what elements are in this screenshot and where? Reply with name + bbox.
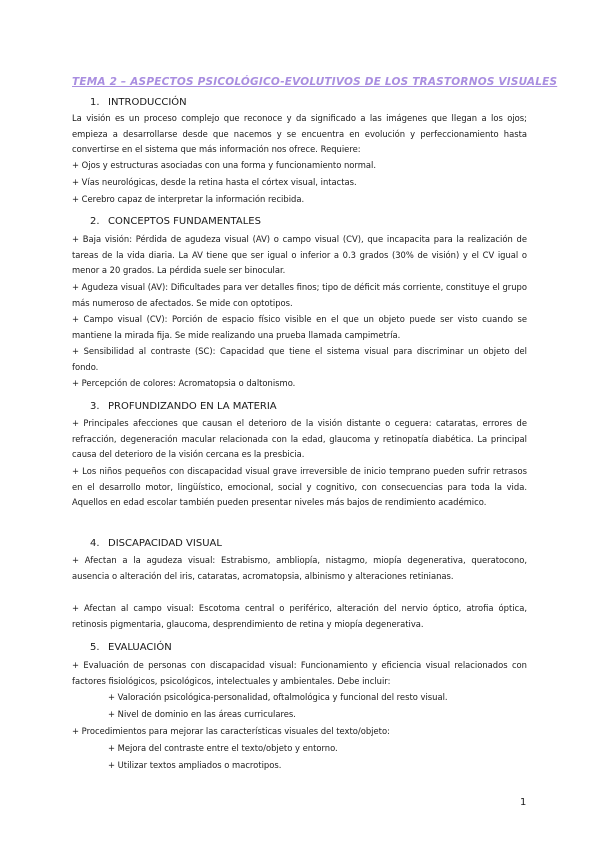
section-heading-profundizando bbox=[90, 401, 277, 412]
page-number: 1 bbox=[520, 797, 527, 808]
list-item: + Sensibilidad al contraste (SC): Capacidad que tiene el sistema visual para discriminar un objeto del fondo. bbox=[72, 346, 527, 372]
section-heading-introduccion bbox=[90, 97, 187, 108]
section-number: 4. bbox=[90, 538, 100, 549]
list-item: + Procedimientos para mejorar las características visuales del texto/objeto: bbox=[72, 726, 390, 736]
section-heading-evaluacion bbox=[90, 642, 172, 653]
section-title: INTRODUCCIÓN bbox=[108, 97, 187, 108]
list-item: + Ojos y estructuras asociadas con una forma y funcionamiento normal. bbox=[72, 160, 377, 170]
paragraph: La visión es un proceso complejo que reconoce y da significado a las imágenes que llegan a los ojos; empieza a desarrollarse desde que nacemos y se encuentra en evolución y perfeccionamiento hasta convertirse en el sistema que más información nos ofrece. Requiere: bbox=[72, 113, 527, 154]
list-item: + Cerebro capaz de interpretar la información recibida. bbox=[72, 194, 305, 204]
document-title: TEMA 2 – ASPECTOS PSICOLÓGICO-EVOLUTIVOS DE LOS TRASTORNOS VISUALES bbox=[72, 76, 558, 88]
list-item: + Percepción de colores: Acromatopsia o daltonismo. bbox=[72, 378, 296, 388]
sub-list-item: + Mejora del contraste entre el texto/objeto y entorno. bbox=[108, 743, 338, 753]
section-heading-discapacidad bbox=[90, 538, 222, 549]
section-number: 5. bbox=[90, 642, 100, 653]
list-item: + Agudeza visual (AV): Dificultades para ver detalles finos; tipo de déficit más corriente, constituye el grupo más numeroso de afectados. Se mide con optotipos. bbox=[72, 282, 527, 308]
section-title: DISCAPACIDAD VISUAL bbox=[108, 538, 222, 549]
section-title: EVALUACIÓN bbox=[108, 642, 172, 653]
list-item: + Vías neurológicas, desde la retina hasta el córtex visual, intactas. bbox=[72, 177, 357, 187]
section-number: 1. bbox=[90, 97, 100, 108]
list-item: + Afectan al campo visual: Escotoma central o periférico, alteración del nervio óptico, atrofia óptica, retinosis pigmentaria, glaucoma, desprendimiento de retina y miopía degenerativa. bbox=[72, 603, 527, 629]
list-item: + Evaluación de personas con discapacidad visual: Funcionamiento y eficiencia visual relacionados con factores fisiológicos, psicológicos, intelectuales y ambientales. Debe incluir: bbox=[72, 660, 527, 686]
list-item: + Campo visual (CV): Porción de espacio físico visible en el que un objeto puede ser visto cuando se mantiene la mirada fija. Se mide realizando una prueba llamada campimetría. bbox=[72, 314, 527, 340]
list-item: + Los niños pequeños con discapacidad visual grave irreversible de inicio temprano pueden sufrir retrasos en el desarrollo motor, lingüístico, emocional, social y cognitivo, con consecuencias para toda la vida. Aquellos en edad escolar también pueden presentar niveles más bajos de rendimiento académico. bbox=[72, 466, 527, 507]
section-heading-conceptos bbox=[90, 216, 261, 227]
list-item: + Baja visión: Pérdida de agudeza visual (AV) o campo visual (CV), que incapacita para la realización de tareas de la vida diaria. La AV tiene que ser igual o inferior a 0.3 grados (30% de visión) y el CV igual o menor a 20 grados. La pérdida suele ser binocular. bbox=[72, 234, 527, 275]
sub-list-item: + Utilizar textos ampliados o macrotipos. bbox=[108, 760, 282, 770]
section-number: 3. bbox=[90, 401, 100, 412]
sub-list-item: + Nivel de dominio en las áreas curriculares. bbox=[108, 709, 296, 719]
list-item: + Principales afecciones que causan el deterioro de la visión distante o ceguera: cataratas, errores de refracción, degeneración macular relacionada con la edad, glaucoma y retinopatía diabética. La principal causa del deterioro de la visión cercana es la presbicia. bbox=[72, 418, 527, 459]
sub-list-item: + Valoración psicológica-personalidad, oftalmológica y funcional del resto visual. bbox=[108, 692, 448, 702]
section-title: CONCEPTOS FUNDAMENTALES bbox=[108, 216, 261, 227]
section-number: 2. bbox=[90, 216, 100, 227]
list-item: + Afectan a la agudeza visual: Estrabismo, ambliopía, nistagmo, miopía degenerativa, queratocono, ausencia o alteración del iris, cataratas, acromatopsia, albinismo y alteraciones retinianas. bbox=[72, 555, 527, 581]
section-title: PROFUNDIZANDO EN LA MATERIA bbox=[108, 401, 277, 412]
